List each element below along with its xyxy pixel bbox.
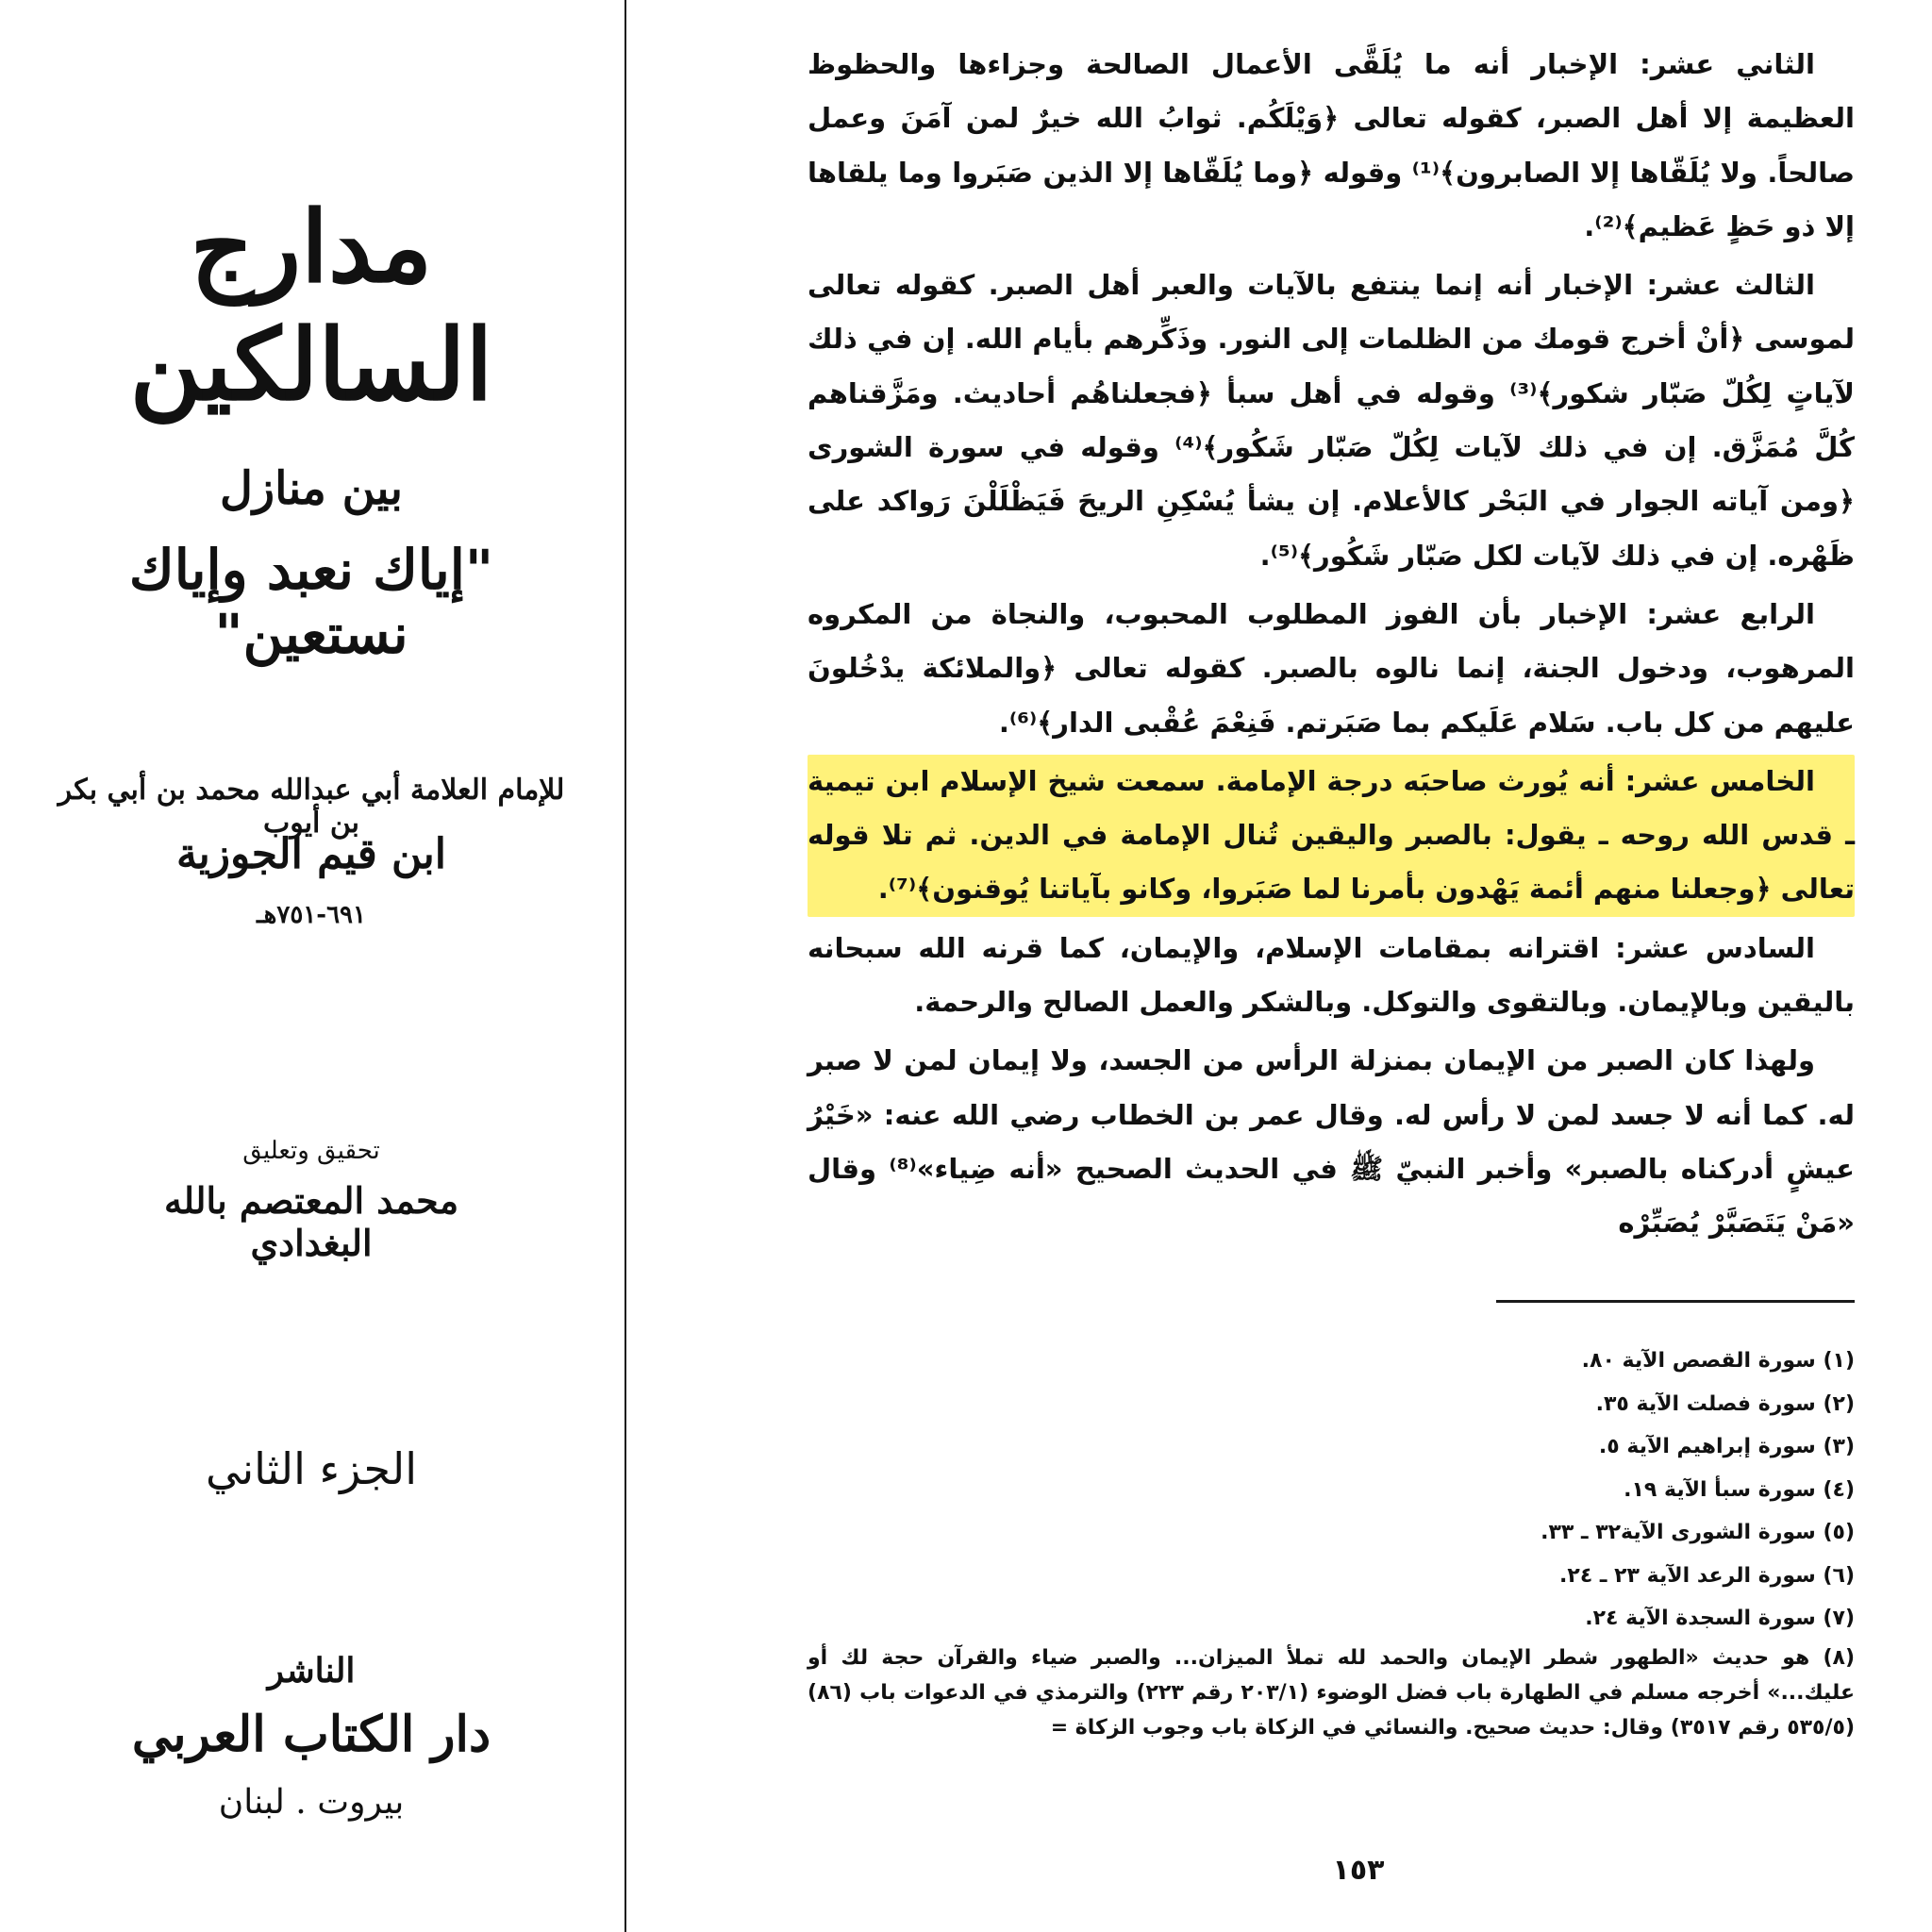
footnote-4: (٤) سورة سبأ الآية ١٩. [1624,1477,1855,1502]
paragraph-fifteenth-highlighted: الخامس عشر: أنه يُورث صاحبَه درجة الإمامة. سمعت شيخ الإسلام ابن تيمية ـ قدس الله روحه ـ يقول: بالصبر واليقين تُنال الإمامة في الدين. ثم تلا قوله تعالى ﴿وجعلنا منهم أئمة يَهْدون بأمرنا لما صَبَروا، وكانو بآياتنا يُوقنون﴾⁽⁷⁾. [808,755,1855,917]
author-name: ابن قيم الجوزية [175,830,447,878]
paragraph-twelfth: الثاني عشر: الإخبار أنه ما يُلَقَّى الأعمال الصالحة وجزاءها والحظوظ العظيمة إلا أهل الصبر، كقوله تعالى ﴿وَيْلَكُم. ثوابُ الله خيرٌ لمن آمَنَ وعمل صالحاً. ولا يُلَقّاها إلا الصابرون﴾⁽¹⁾ وقوله ﴿وما يُلَقّاها إلا الذين صَبَروا وما يلقاها إلا ذو حَظٍ عَظيم﴾⁽²⁾. [808,48,1855,242]
publisher-name: دار الكتاب العربي [131,1706,491,1763]
book-subtitle-verse: "إياك نعبد وإياك نستعين" [128,538,494,666]
page-divider [625,0,626,1932]
footnote-6: (٦) سورة الرعد الآية ٢٣ ـ ٢٤. [1559,1563,1855,1588]
page-number: ١٥٣ [1332,1854,1385,1887]
footnote-8: (٨) هو حديث «الطهور شطر الإيمان والحمد لله تملأ الميزان... والصبر ضياء والقرآن حجة لك أو عليك...» أخرجه مسلم في الطهارة باب فضل الوضوء (٢٠٣/١ رقم ٢٢٣) والترمذي في الدعوات باب (٨٦) (٥٣٥/٥ رقم ٣٥١٧) وقال: حديث صحيح. والنسائي في الزكاة باب وجوب الزكاة = [808,1645,1855,1740]
publisher-label: الناشر [267,1651,356,1690]
publisher-city: بيروت . لبنان [218,1783,405,1822]
footnote-1: (١) سورة القصص الآية ٨٠. [1581,1349,1855,1373]
title-page [0,0,625,1932]
footnote-2: (٢) سورة فصلت الآية ٣٥. [1595,1391,1855,1416]
author-dates: ٦٩١-٧٥١هـ [257,901,366,929]
book-title: مدارج السالكين [129,189,493,423]
editor-name: محمد المعتصم بالله البغدادي [163,1179,459,1264]
paragraph-thirteenth: الثالث عشر: الإخبار أنه إنما ينتفع بالآيات والعبر أهل الصبر. كقوله تعالى لموسى ﴿أنْ أخرج قومك من الظلمات إلى النور. وذَكِّرهم بأيام الله. إن في ذلك لآياتٍ لِكُلّ صَبّار شكور﴾⁽³⁾ وقوله في أهل سبأ ﴿فجعلناهُم أحاديث. ومَزَّقناهم كُلَّ مُمَزَّق. إن في ذلك لآيات لِكُلّ صَبّار شَكُور﴾⁽⁴⁾ وقوله في سورة الشورى ﴿ومن آياته الجوار في البَحْر كالأعلام. إن يشأ يُسْكِنِ الريحَ فَيَظْلَلْنَ رَواكد على ظَهْره. إن في ذلك لآيات لكل صَبّار شَكُور﴾⁽⁵⁾. [808,269,1855,572]
footnote-separator [1496,1300,1855,1303]
volume-label: الجزء الثاني [206,1443,417,1494]
book-subtitle-between: بين منازل [220,462,403,515]
footnote-7: (٧) سورة السجدة الآية ٢٤. [1585,1607,1855,1630]
paragraph-sixteenth: السادس عشر: اقترانه بمقامات الإسلام، والإيمان، كما قرنه الله سبحانه باليقين وبالإيمان. وبالتقوى والتوكل. وبالشكر والعمل الصالح والرحمة. [808,931,1855,1019]
paragraph-conclusion: ولهذا كان الصبر من الإيمان بمنزلة الرأس من الجسد، ولا إيمان لمن لا صبر له. كما أنه لا جسد لمن لا رأس له. وقال عمر بن الخطاب رضي الله عنه: «خَيْرُ عيشٍ أدركناه بالصبر» وأخبر النبيّ ﷺ في الحديث الصحيح «أنه ضِياء»⁽⁸⁾ وقال «مَنْ يَتَصَبَّرْ يُصَبِّرْه [808,1044,1855,1240]
editor-label: تحقيق وتعليق [242,1137,380,1165]
paragraph-fourteenth: الرابع عشر: الإخبار بأن الفوز المطلوب المحبوب، والنجاة من المكروه المرهوب، ودخول الجنة، إنما نالوه بالصبر. كقوله تعالى ﴿والملائكة يدْخُلونَ عليهم من كل باب. سَلام عَلَيكم بما صَبَرتم. فَنِعْمَ عُقْبى الدار﴾⁽⁶⁾. [808,597,1855,739]
footnote-3: (٣) سورة إبراهيم الآية ٥. [1598,1435,1855,1458]
footnotes [808,1340,1855,1745]
author-line: للإمام العلامة أبي عبدالله محمد بن أبي بكر بن أيوب [58,774,565,840]
footnote-5: (٥) سورة الشورى الآية٣٢ ـ ٣٣. [1541,1521,1855,1544]
text-page [808,38,1855,1256]
